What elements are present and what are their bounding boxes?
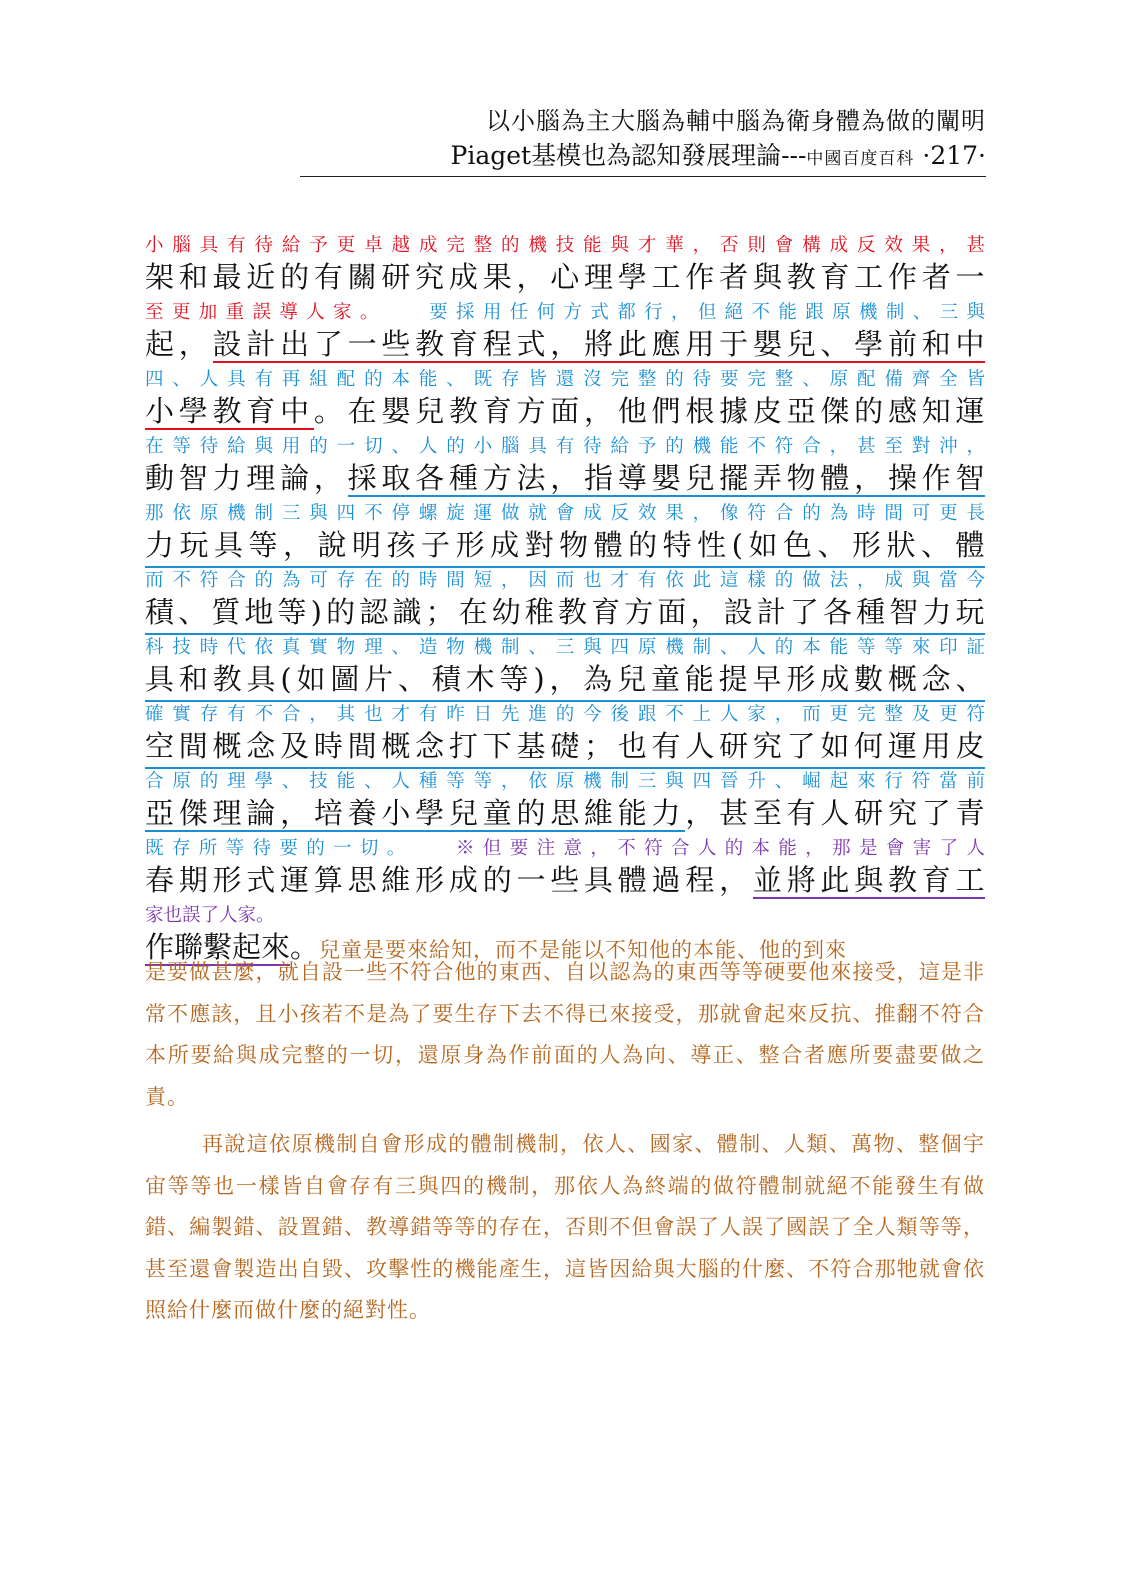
commentary-paragraph-2: 再說這依原機制自會形成的體制機制，依人、國家、體制、人類、萬物、整個宇宙等等也一樣皆自會存有三與四的機制，那依人為終端的做符體制就絕不能發生有做錯、編製錯、設置錯、教導錯等等的存在，否則不但會誤了人誤了國誤了全人類等等，甚至還會製造出自毀、攻擊性的機能產生，這皆因給與大腦的什麼、不符合那牠就會依照給什麼而做什麼的絕對性。 xyxy=(145,1132,985,1322)
commentary-start: 兒童是要來給知，而不是能以不知他的本能、他的到來 xyxy=(319,938,848,962)
text-row xyxy=(145,232,985,299)
main-text-line xyxy=(145,326,985,365)
header-subtitle xyxy=(300,138,986,177)
annotation-line: 四、人具有再組配的本能、既存皆還沒完整的待要完整、原配備齊全皆 xyxy=(145,369,985,390)
annotation-blue: 要採用任何方式都行，但絕不能跟原機制、三與 xyxy=(420,302,985,323)
annotation-line: 家也誤了人家。 xyxy=(145,905,275,926)
annotation-line: 而不符合的為可存在的時間短，因而也才有依此這樣的做法，成與當今 xyxy=(145,570,985,591)
main-text-line-underlined-blue: 積、質地等)的認識；在幼稚教育方面，設計了各種智力玩 xyxy=(145,594,985,635)
main-text-plain: ，甚至有人研究了青 xyxy=(685,796,985,830)
annotated-text-body xyxy=(145,232,985,969)
main-text-line xyxy=(145,862,985,901)
main-text-line xyxy=(145,460,985,499)
page-header xyxy=(300,104,986,177)
header-subtitle-source: 中國百度百科 xyxy=(806,149,915,169)
main-text-underlined-purple: 作聯繫起來 xyxy=(145,930,291,964)
main-text-line: 架和最近的有關研究成果，心理學工作者與教育工作者一 xyxy=(145,260,985,294)
header-title: 以小腦為主大腦為輔中腦為衛身體為做的闡明 xyxy=(486,107,986,135)
text-row xyxy=(145,366,985,433)
annotation-line: 合原的理學、技能、人種等等，依原機制三與四晉升、崛起來行符當前 xyxy=(145,771,985,792)
text-row xyxy=(145,701,985,768)
text-row xyxy=(145,567,985,634)
text-row xyxy=(145,500,985,567)
annotation-blue: 既存所等待要的一切。 xyxy=(145,838,414,859)
main-text-line xyxy=(145,795,985,834)
annotation-line: 在等待給與用的一切、人的小腦具有待給予的機能不符合，甚至對沖， xyxy=(145,436,985,457)
main-text-underlined-blue: 亞傑理論，培養小學兒童的思維能力 xyxy=(145,796,686,830)
main-text-underlined-red: 小學教育中 xyxy=(145,394,314,428)
main-text-plain: 春期形式運算思維形成的一些具體過程， xyxy=(145,863,753,897)
main-text-line xyxy=(145,393,985,432)
main-text-plain: 。在嬰兒教育方面，他們根據皮亞傑的感知運 xyxy=(313,394,985,428)
text-row xyxy=(145,835,985,902)
annotation-red: 至更加重誤導人家。 xyxy=(145,302,387,323)
annotation-line: 小腦具有待給予更卓越成完整的機技能與才華，否則會構成反效果，甚 xyxy=(145,235,985,256)
text-row xyxy=(145,634,985,701)
main-text-line-underlined-blue: 空間概念及時間概念打下基礎；也有人研究了如何運用皮 xyxy=(145,728,985,769)
main-text-plain: 。 xyxy=(290,930,320,964)
annotation-line: 確實存有不合，其也才有昨日先進的今後跟不上人家，而更完整及更符 xyxy=(145,704,985,725)
text-row xyxy=(145,299,985,366)
text-row xyxy=(145,768,985,835)
main-text-underlined-purple: 並將此與教育工 xyxy=(752,863,985,897)
text-row xyxy=(145,433,985,500)
main-text-underlined-red: 設計出了一些教育程式，將此應用于嬰兒、學前和中 xyxy=(212,327,985,361)
annotation-line: 科技時代依真實物理、造物機制、三與四原機制、人的本能等等來印証 xyxy=(145,637,985,658)
commentary-paragraph: 是要做甚麼，就自設一些不符合他的東西、自以認為的東西等等硬要他來接受，這是非常不應該，且小孩若不是為了要生存下去不得已來接受，那就會起來反抗、推翻不符合本所要給與成完整的一切，還原身為作前面的人為向、導正、整合者應所要盡要做之責。 xyxy=(145,960,985,1109)
main-text-line-underlined-blue: 具和教具(如圖片、積木等)，為兒童能提早形成數概念、 xyxy=(145,661,985,702)
header-subtitle-main: Piaget基模也為認知發展理論--- xyxy=(450,141,807,170)
main-text-plain: 動智力理論， xyxy=(145,461,348,495)
page-number: ·217· xyxy=(922,141,986,170)
annotation-line xyxy=(145,835,985,862)
annotation-line xyxy=(145,299,985,326)
main-text-line-underlined-blue: 力玩具等，說明孩子形成對物體的特性(如色、形狀、體 xyxy=(145,527,985,568)
annotation-purple: ※但要注意，不符合人的本能，那是會害了人 xyxy=(447,838,985,859)
main-text-plain: 起， xyxy=(145,327,213,361)
annotation-line: 那依原機制三與四不停螺旋運做就會成反效果，像符合的為時間可更長 xyxy=(145,503,985,524)
main-text-underlined-blue: 採取各種方法，指導嬰兒擺弄物體，操作智 xyxy=(347,461,985,495)
